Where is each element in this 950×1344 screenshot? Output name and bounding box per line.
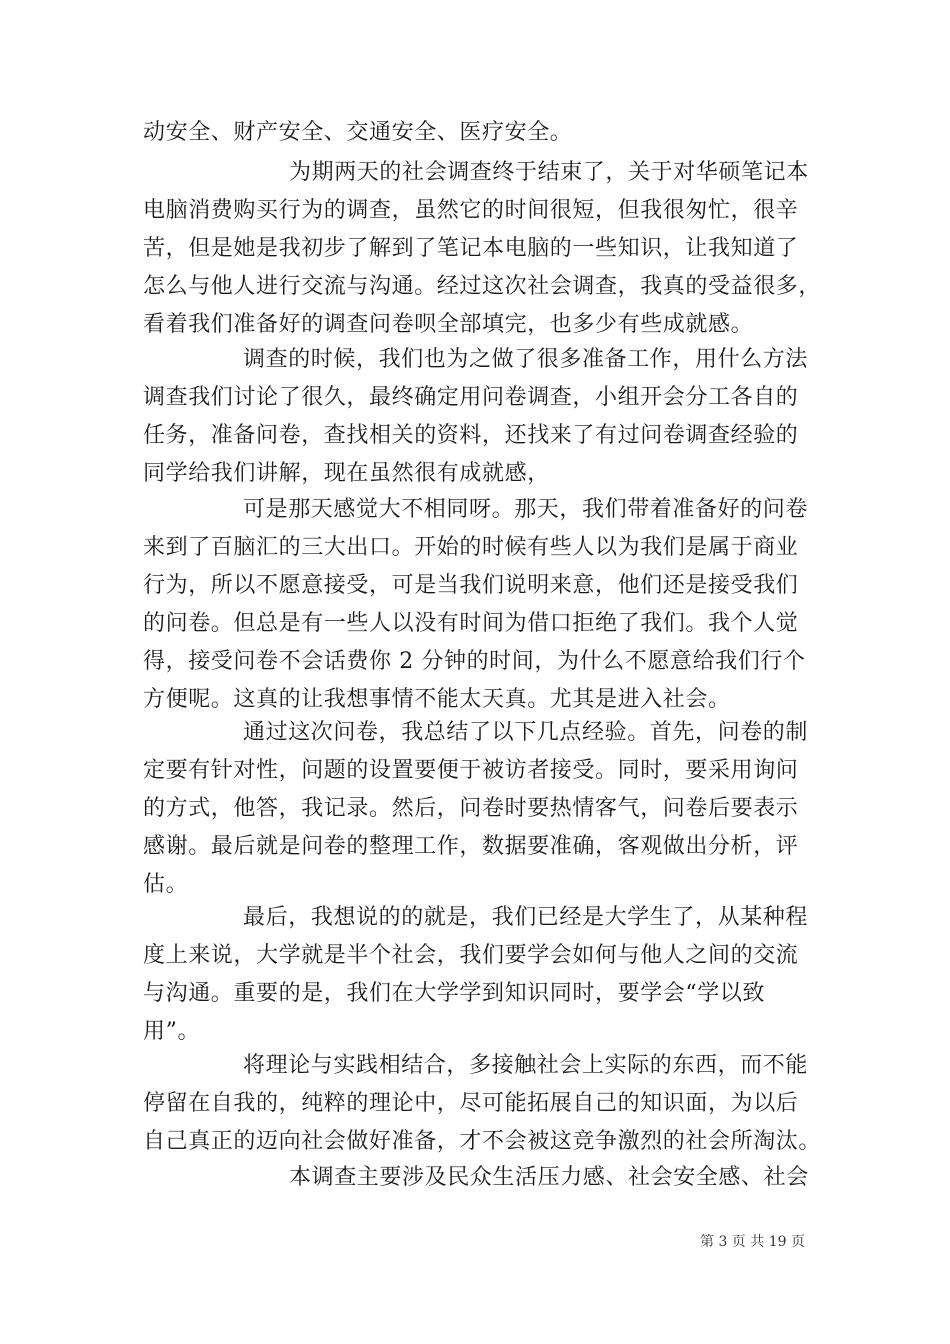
text-line: 定要有针对性，问题的设置要便于被访者接受。同时，要采用询问	[143, 758, 799, 783]
page-number-footer: 第 3 页 共 19 页	[700, 1234, 805, 1250]
text-line: 为期两天的社会调查终于结束了，关于对华硕笔记本	[289, 160, 809, 185]
text-line: 估。	[143, 872, 189, 897]
text-line: 感谢。最后就是问卷的整理工作，数据要准确，客观做出分析，评	[143, 834, 799, 859]
text-line: 来到了百脑汇的三大出口。开始的时候有些人以为我们是属于商业	[143, 535, 799, 560]
text-line: 自己真正的迈向社会做好准备，才不会被这竞争激烈的社会所淘汰。	[143, 1129, 822, 1154]
text-line: 动安全、财产安全、交通安全、医疗安全。	[143, 120, 573, 145]
text-line: 的方式，他答，我记录。然后，问卷时要热情客气，问卷后要表示	[143, 796, 799, 821]
text-line: 将理论与实践相结合，多接触社会上实际的东西，而不能	[243, 1053, 809, 1078]
text-line: 调查的时候，我们也为之做了很多准备工作，用什么方法	[243, 347, 809, 372]
text-line: 方便呢。这真的让我想事情不能太天真。尤其是进入社会。	[143, 687, 731, 712]
text-line: 可是那天感觉大不相同呀。那天，我们带着准备好的问卷	[243, 497, 809, 522]
text-line: 通过这次问卷，我总结了以下几点经验。首先，问卷的制	[243, 720, 809, 745]
text-line: 最后，我想说的的就是，我们已经是大学生了，从某种程	[243, 905, 809, 930]
text-line: 电脑消费购买行为的调查，虽然它的时间很短，但我很匆忙，很辛	[143, 198, 799, 223]
text-line: 的问卷。但总是有一些人以没有时间为借口拒绝了我们。我个人觉	[143, 611, 799, 636]
text-line: 与沟通。重要的是，我们在大学学到知识同时，要学会“学以致	[143, 981, 766, 1006]
text-line: 调查我们讨论了很久，最终确定用问卷调查，小组开会分工各自的	[143, 385, 799, 410]
text-line: 用”。	[143, 1019, 201, 1044]
text-line: 度上来说，大学就是半个社会，我们要学会如何与他人之间的交流	[143, 943, 799, 968]
text-line: 本调查主要涉及民众生活压力感、社会安全感、社会	[289, 1165, 809, 1190]
text-line: 看着我们准备好的调查问卷呗全部填完，也多少有些成就感。	[143, 312, 754, 337]
text-line: 怎么与他人进行交流与沟通。经过这次社会调查，我真的受益很多，	[143, 274, 822, 299]
text-line: 任务，准备问卷，查找相关的资料，还找来了有过问卷调查经验的	[143, 423, 799, 448]
text-line: 苦，但是她是我初步了解到了笔记本电脑的一些知识，让我知道了	[143, 236, 799, 261]
text-line: 同学给我们讲解，现在虽然很有成就感，	[143, 461, 550, 486]
text-line: 停留在自我的，纯粹的理论中，尽可能拓展自己的知识面，为以后	[143, 1091, 799, 1116]
text-line: 得，接受问卷不会话费你 2 分钟的时间，为什么不愿意给我们行个	[143, 649, 806, 674]
text-line: 行为，所以不愿意接受，可是当我们说明来意，他们还是接受我们	[143, 573, 799, 598]
